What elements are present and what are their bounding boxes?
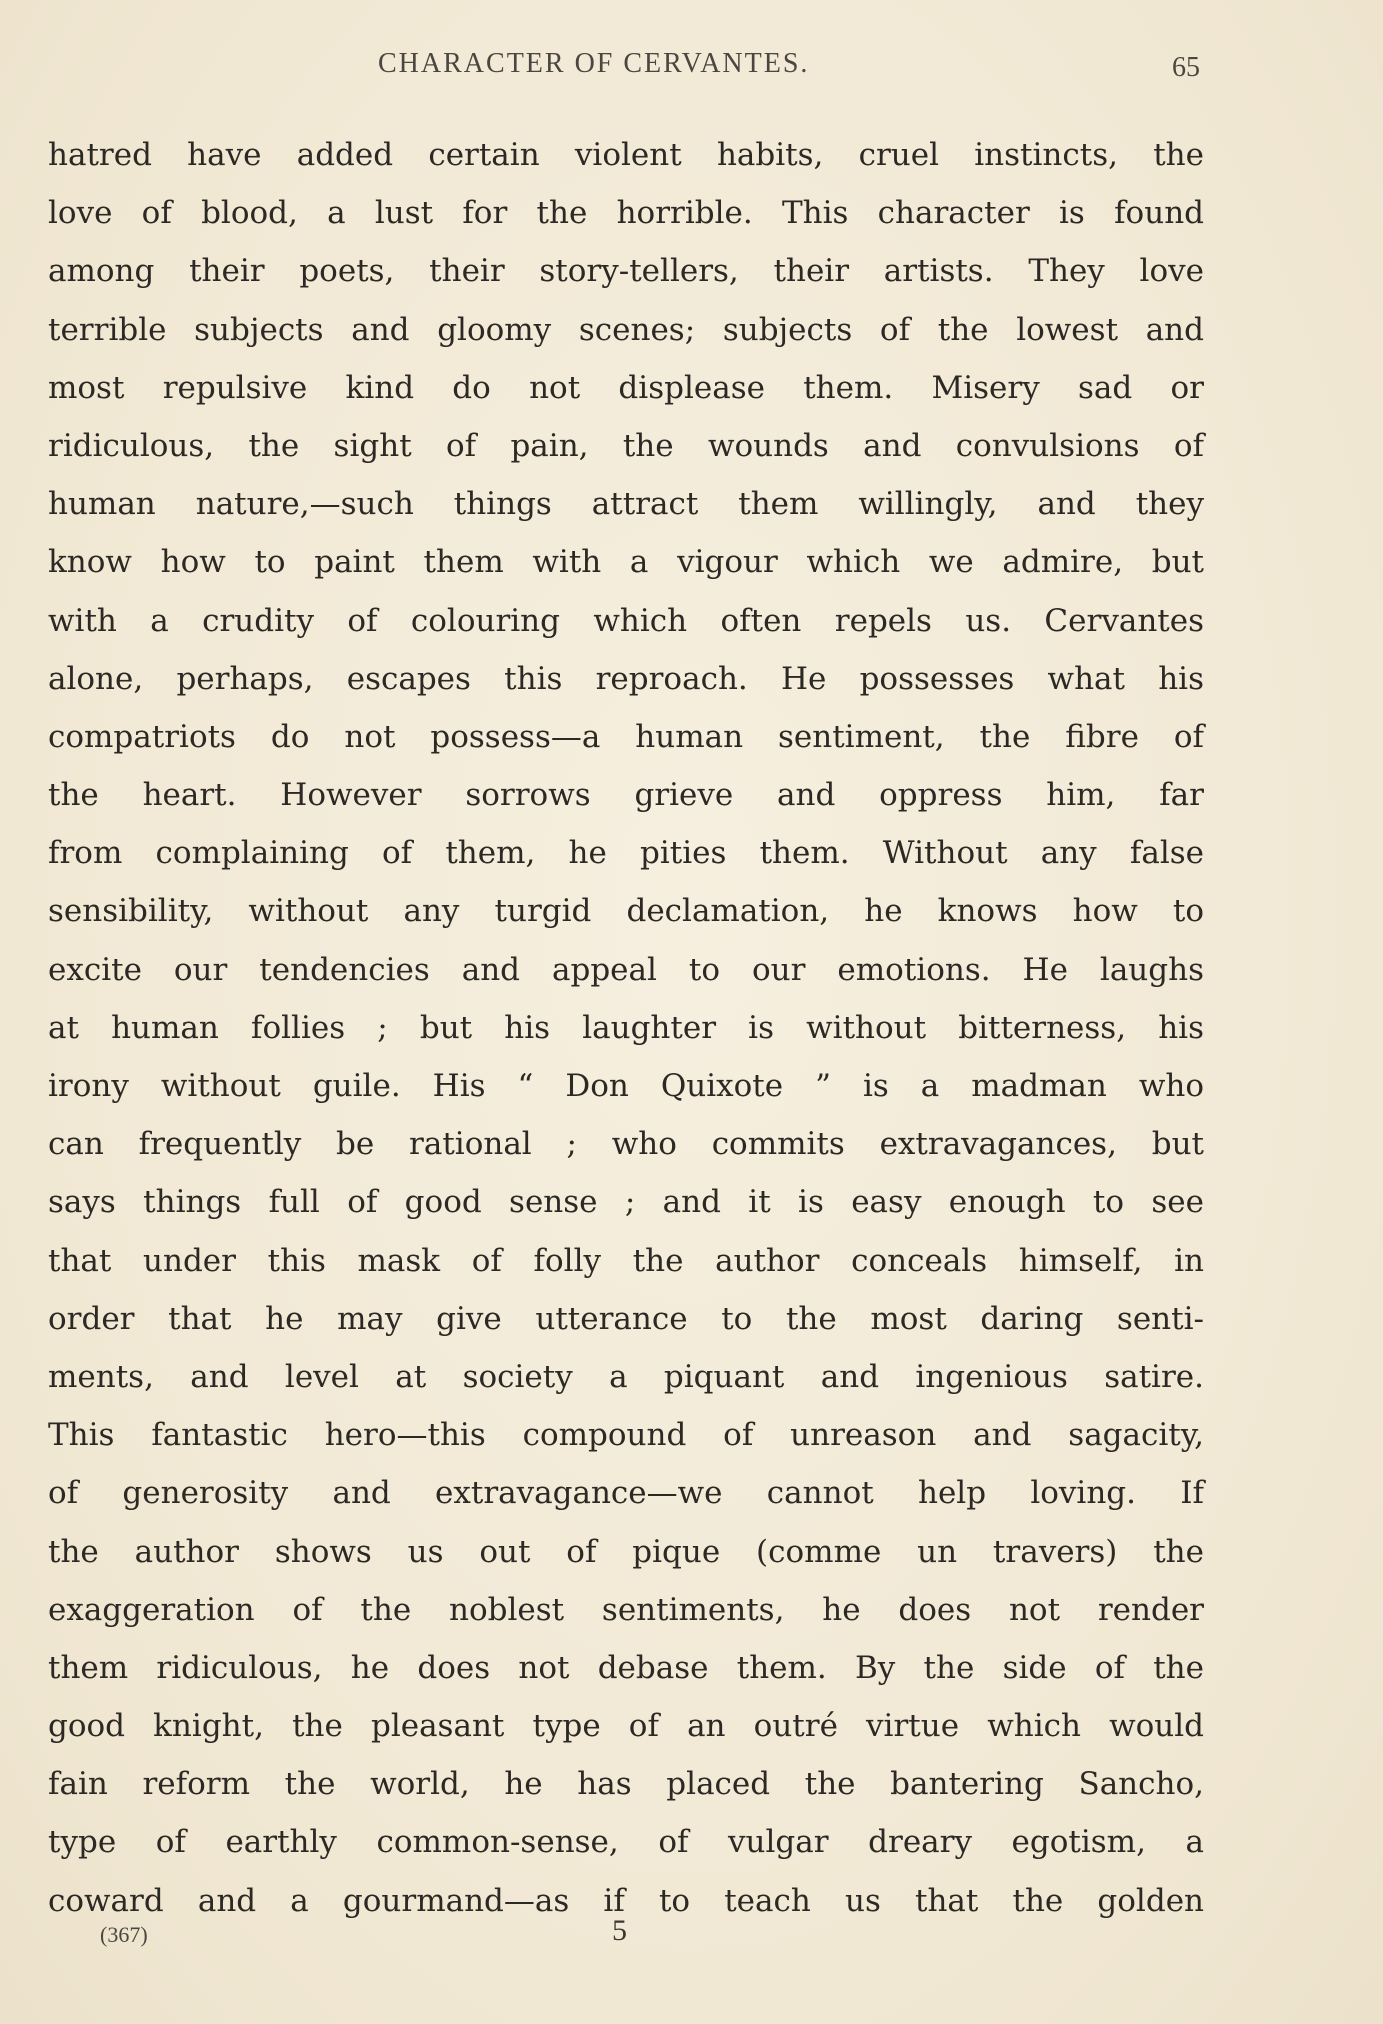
running-title: CHARACTER OF CERVANTES. <box>378 48 810 79</box>
body-text <box>48 126 1204 1930</box>
text-line: the author shows us out of pique (comme un travers) the <box>48 1533 1204 1570</box>
text-line: ments, and level at society a piquant and ingenious satire. <box>48 1358 1204 1395</box>
running-head <box>0 48 1383 88</box>
page-footer <box>0 1914 1383 1954</box>
text-line: says things full of good sense ; and it is easy enough to see <box>48 1184 1204 1221</box>
text-line: ridiculous, the sight of pain, the wounds and convulsions of <box>48 427 1204 464</box>
text-line: can frequently be rational ; who commits extravagances, but <box>48 1126 1204 1163</box>
text-line: love of blood, a lust for the horrible. This character is found <box>48 195 1204 232</box>
text-line: This fantastic hero—this compound of unreason and sagacity, <box>48 1417 1204 1454</box>
text-line: from complaining of them, he pities them. Without any false <box>48 835 1204 872</box>
text-line: most repulsive kind do not displease them. Misery sad or <box>48 369 1204 406</box>
sheet-number: 5 <box>612 1914 627 1947</box>
text-line: coward and a gourmand—as if to teach us that the golden <box>48 1882 1204 1919</box>
text-line: excite our tendencies and appeal to our emotions. He laughs <box>48 951 1204 988</box>
text-line: fain reform the world, he has placed the bantering Sancho, <box>48 1766 1204 1803</box>
text-line: sensibility, without any turgid declamation, he knows how to <box>48 893 1204 930</box>
text-line: human nature,—such things attract them willingly, and they <box>48 486 1204 523</box>
text-line: compatriots do not possess—a human sentiment, the fibre of <box>48 718 1204 755</box>
text-line: hatred have added certain violent habits, cruel instincts, the <box>48 137 1204 173</box>
page-number: 65 <box>1172 52 1200 83</box>
text-line: type of earthly common-sense, of vulgar dreary egotism, a <box>48 1824 1204 1861</box>
signature-mark: (367) <box>100 1922 148 1947</box>
text-line: the heart. However sorrows grieve and oppress him, far <box>48 777 1204 814</box>
text-line: irony without guile. His “ Don Quixote ” is a madman who <box>48 1068 1204 1104</box>
text-line: of generosity and extravagance—we cannot help loving. If <box>48 1475 1204 1512</box>
text-line: know how to paint them with a vigour which we admire, but <box>48 544 1204 581</box>
text-line: them ridiculous, he does not debase them. By the side of the <box>48 1649 1204 1686</box>
text-line: exaggeration of the noblest sentiments, he does not render <box>48 1591 1204 1628</box>
text-line: that under this mask of folly the author conceals himself, in <box>48 1242 1204 1279</box>
text-line: alone, perhaps, escapes this reproach. He possesses what his <box>48 660 1204 697</box>
text-line: good knight, the pleasant type of an outré virtue which would <box>48 1708 1204 1745</box>
text-line: terrible subjects and gloomy scenes; subjects of the lowest and <box>48 311 1204 348</box>
text-line: with a crudity of colouring which often repels us. Cervantes <box>48 602 1204 639</box>
text-line: order that he may give utterance to the most daring senti- <box>48 1300 1204 1337</box>
text-line: at human follies ; but his laughter is without bitterness, his <box>48 1009 1204 1046</box>
text-line: among their poets, their story-tellers, their artists. They love <box>48 253 1204 290</box>
